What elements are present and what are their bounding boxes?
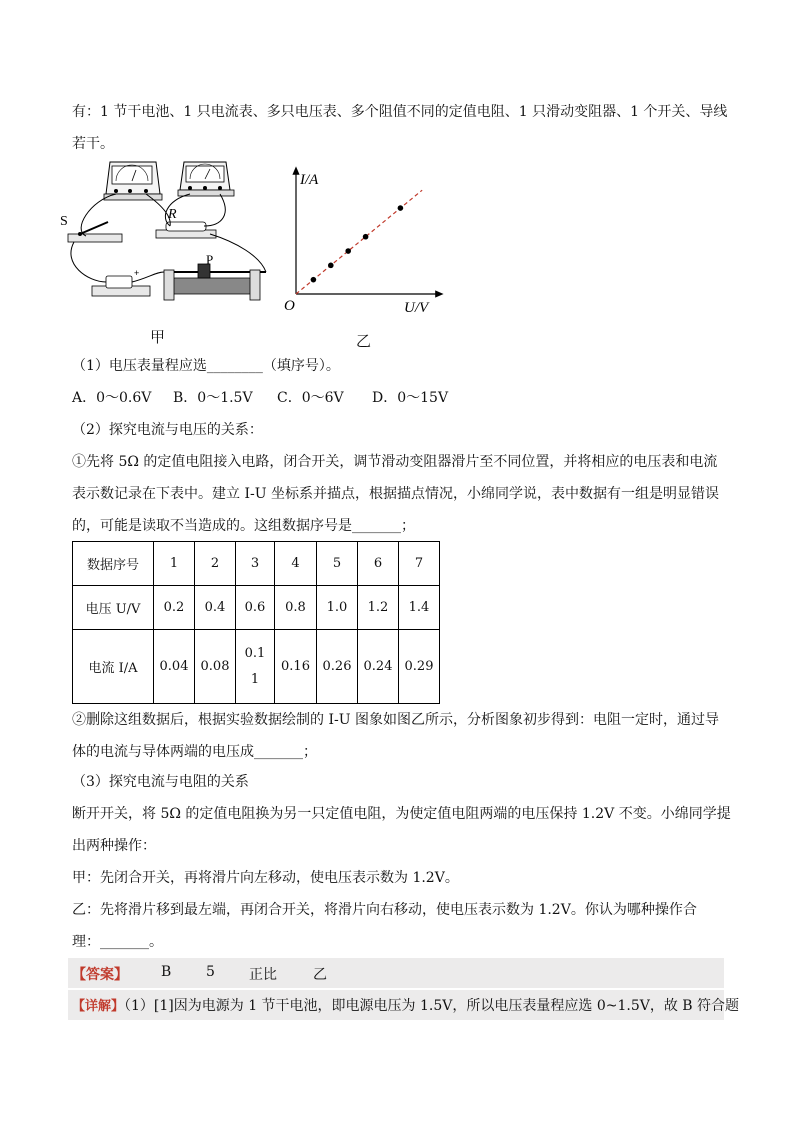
q1-text: （1）电压表量程应选________（填序号）。 xyxy=(72,358,340,374)
intro-line-2: 若干。 xyxy=(72,136,114,152)
y-axis-label: I/A xyxy=(300,172,319,188)
switch-icon xyxy=(68,222,122,242)
detail-tag: 【详解】 xyxy=(72,999,125,1014)
table-header-cell: 电流 I/A xyxy=(73,630,154,704)
data-table xyxy=(72,541,440,704)
table-cell: 7 xyxy=(399,542,440,586)
q2-p2-line1: ②删除这组数据后，根据实验数据绘制的 I-U 图象如图乙所示，分析图象初步得到：电阻一定时，通过导 xyxy=(72,712,719,728)
q1-option-b: B．0～1.5V xyxy=(173,390,253,406)
q2-p2-line2: 体的电流与导体两端的电压成_______； xyxy=(72,744,317,760)
table-cell: 0.8 xyxy=(275,586,317,630)
answer-item: 5 xyxy=(206,964,215,980)
x-axis-label: U/V xyxy=(404,300,429,316)
table-cell: 0.1 1 xyxy=(236,630,275,704)
q1-option-c: C．0～6V xyxy=(277,390,344,406)
q2-p1-line2: 表示数记录在下表中。建立 I-U 坐标系并描点，根据描点情况，小绵同学说，表中数据有一组是明显错误 xyxy=(72,486,719,502)
caption-yi: 乙 xyxy=(356,332,372,350)
data-point xyxy=(363,234,369,240)
detail-text: （1）[1]因为电源为 1 节干电池，即电源电压为 1.5V，所以电压表量程应选 0~1.5V，故 B 符合题 xyxy=(124,998,740,1014)
resistor-icon xyxy=(156,222,216,238)
q3-line1: 断开开关，将 5Ω 的定值电阻换为另一只定值电阻，为使定值电阻两端的电压保持 1.2V 不变。小绵同学提 xyxy=(72,806,731,822)
table-cell: 0.04 xyxy=(154,630,195,704)
table-cell: 0.29 xyxy=(399,630,440,704)
rheostat-icon xyxy=(164,264,266,300)
answer-item: 正比 xyxy=(249,967,277,983)
table-cell: 6 xyxy=(358,542,399,586)
iu-graph xyxy=(280,162,450,322)
table-cell: 0.26 xyxy=(317,630,358,704)
voltmeter-icon xyxy=(178,162,234,196)
intro-line-1: 有：1 节干电池、1 只电流表、多只电压表、多个阻值不同的定值电阻、1 只滑动变阻器、1 个开关、导线 xyxy=(72,104,728,120)
table-cell: 0.16 xyxy=(275,630,317,704)
q1-option-d: D．0～15V xyxy=(372,390,449,406)
table-cell: 4 xyxy=(275,542,317,586)
table-cell: 1.2 xyxy=(358,586,399,630)
table-cell: 0.08 xyxy=(195,630,236,704)
answer-item: 乙 xyxy=(313,967,327,983)
data-point xyxy=(328,263,334,269)
q3-yi-line1: 乙：先将滑片移到最左端，再闭合开关，将滑片向右移动，使电压表示数为 1.2V。你认为哪种操作合 xyxy=(72,902,697,918)
label-P: P xyxy=(206,252,214,267)
table-header-cell: 电压 U/V xyxy=(73,586,154,630)
table-cell: 1 xyxy=(154,542,195,586)
label-S: S xyxy=(60,214,68,229)
q3-jia: 甲：先闭合开关，再将滑片向左移动，使电压表示数为 1.2V。 xyxy=(72,870,459,886)
ammeter-icon xyxy=(104,162,162,200)
circuit-figure xyxy=(60,160,280,310)
q3-yi-line2: 理：_______。 xyxy=(72,934,163,950)
data-point xyxy=(311,277,317,283)
answer-item: B xyxy=(161,964,172,980)
table-cell: 0.6 xyxy=(236,586,275,630)
origin-label: O xyxy=(284,298,295,314)
q3-line2: 出两种操作： xyxy=(72,838,156,854)
q2-p1-line3: 的，可能是读取不当造成的。这组数据序号是_______； xyxy=(72,518,415,534)
table-cell: 0.2 xyxy=(154,586,195,630)
table-row xyxy=(73,630,440,704)
q3-heading: （3）探究电流与电阻的关系 xyxy=(72,774,249,790)
table-row xyxy=(73,542,440,586)
data-point xyxy=(345,248,351,254)
q2-p1-line1: ①先将 5Ω 的定值电阻接入电路，闭合开关，调节滑动变阻器滑片至不同位置，并将相应的电压表和电流 xyxy=(72,454,718,470)
table-cell: 2 xyxy=(195,542,236,586)
detail-line xyxy=(72,996,739,1017)
table-cell: 0.24 xyxy=(358,630,399,704)
table-row xyxy=(73,586,440,630)
table-header-cell: 数据序号 xyxy=(73,542,154,586)
q2-heading: （2）探究电流与电压的关系： xyxy=(72,422,263,438)
table-cell: 0.4 xyxy=(195,586,236,630)
label-plus: + xyxy=(134,268,140,278)
table-cell: 5 xyxy=(317,542,358,586)
table-cell: 3 xyxy=(236,542,275,586)
answer-tag: 【答案】 xyxy=(72,967,128,983)
table-cell: 1.0 xyxy=(317,586,358,630)
label-R: R xyxy=(168,207,177,222)
caption-jia: 甲 xyxy=(150,328,166,346)
table-cell: 1.4 xyxy=(399,586,440,630)
data-point xyxy=(398,205,404,211)
q1-option-a: A．0～0.6V xyxy=(72,390,152,406)
